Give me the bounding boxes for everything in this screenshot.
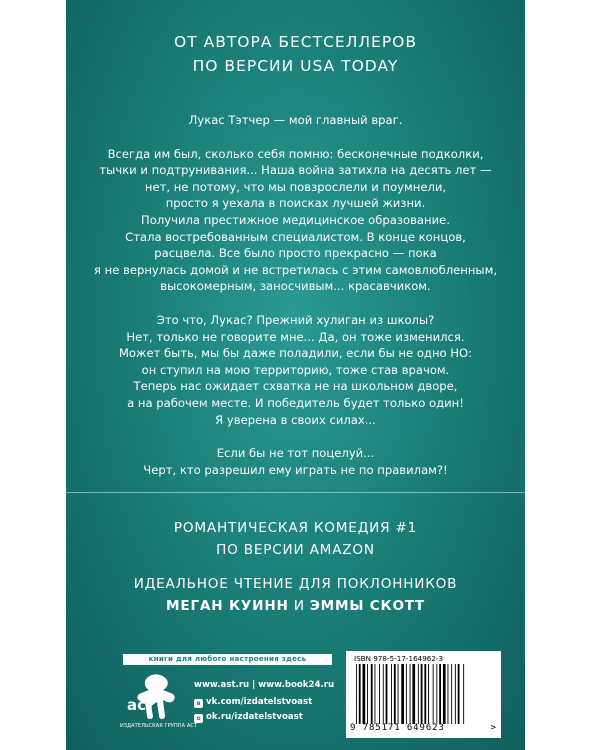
blurb-line: высокомерным, заносчивым... красавчиком. (160, 279, 431, 294)
barcode-bar (436, 664, 437, 724)
barcode-bar (386, 664, 388, 724)
barcode-bar (443, 664, 446, 724)
vk-link[interactable] (194, 697, 312, 708)
barcode-bar (383, 664, 384, 724)
blurb-line: Это что, Лукас? Прежний хулиган из школы? (156, 312, 435, 327)
blurb-line: Может быть, мы бы даже поладили, если бы не одно НО: (118, 346, 473, 361)
blurb-line: тычки и подтрунивания... Наша война затихла на десять лет — (99, 163, 492, 178)
section-divider (66, 492, 525, 493)
barcode-bar (455, 664, 456, 724)
conjunction: И (293, 598, 305, 614)
bestseller-line-1: ОТ АВТОРА БЕСТСЕЛЛЕРОВ (174, 33, 417, 51)
cover-panel (66, 0, 525, 750)
ok-link-text: ok.ru/izdatelstvoast (206, 712, 303, 722)
blurb-line: Всегда им был, сколько себя помню: бесконечные подколки, (107, 146, 484, 161)
vk-link-text: vk.com/izdatelstvoast (206, 697, 313, 707)
blurb-line: я не вернулась домой и не встретилась с этим самовлюбленным, (93, 262, 498, 277)
barcode-bar (394, 664, 396, 724)
barcode-bar (379, 664, 380, 724)
barcode-bar (406, 664, 407, 724)
isbn-barcode-block (346, 651, 501, 738)
barcode-bar (424, 664, 426, 724)
barcode-bar (367, 664, 368, 724)
book-blurb (66, 112, 525, 495)
blurb-line: Черт, кто разрешил ему играть не по правилам?! (143, 462, 448, 477)
blurb-line: он ступил на мою территорию, тоже став врачом. (141, 362, 450, 377)
blurb-line: Если бы не тот поцелуй... (216, 446, 375, 461)
bestseller-line-2: ПО ВЕРСИИ USA TODAY (192, 57, 399, 75)
barcode-bar (418, 664, 419, 724)
barcode-bar (401, 664, 404, 724)
blurb-line: Я уверена в своих силах... (215, 412, 376, 427)
barcode-bar (421, 664, 423, 724)
blurb-line: а на рабочем месте. И победитель будет только один! (127, 395, 464, 410)
barcode-icon (354, 664, 483, 724)
ok-icon: о (194, 714, 203, 723)
barcode-bar (451, 664, 452, 724)
barcode-bar (433, 664, 434, 724)
barcode-arrow: > (490, 723, 496, 733)
barcode-bar (412, 664, 415, 724)
recommendation-tagline (66, 573, 525, 617)
ok-link[interactable] (194, 712, 303, 723)
barcode-bar (359, 664, 361, 724)
ast-logo-icon (123, 672, 177, 722)
barcode-bar (439, 664, 441, 724)
barcode-bar (458, 664, 460, 724)
blurb-line: Теперь нас ожидает схватка не на школьном дворе, (133, 379, 458, 394)
blurb-paragraph-4 (66, 445, 525, 478)
bestseller-tagline (66, 30, 525, 78)
barcode-digits: 9 785171 649623 (350, 723, 445, 733)
barcode-bar (428, 664, 429, 724)
barcode-bar (463, 664, 464, 724)
barcode-bar (448, 664, 449, 724)
publisher-slogan: книги для любого настроения здесь (123, 654, 332, 665)
blurb-line: Нет, только не говорите мне... Да, он тоже изменился. (126, 329, 465, 344)
logo-text: аст (127, 696, 155, 714)
blurb-line: Лукас Тэтчер — мой главный враг. (188, 113, 403, 127)
barcode-bar (375, 664, 376, 724)
barcode-bar (391, 664, 392, 724)
recommendation-line-2 (66, 595, 525, 617)
isbn-number: ISBN 978-5-17-164962-3 (354, 654, 444, 663)
author-name-2: ЭММЫ СКОТТ (309, 598, 425, 614)
author-name-1: МЕГАН КУИНН (166, 598, 289, 614)
blurb-line: расцвела. Все было просто прекрасно — пока (154, 246, 437, 261)
amazon-tagline (66, 517, 525, 561)
publisher-websites[interactable]: www.ast.ru | www.book24.ru (194, 680, 335, 690)
barcode-bar (410, 664, 411, 724)
barcode-bar (363, 664, 366, 724)
barcode-bar (371, 664, 373, 724)
publisher-group-label: ИЗДАТЕЛЬСКАЯ ГРУППА АСТ (120, 723, 198, 729)
vk-icon: в (194, 699, 203, 708)
barcode-bar (356, 664, 357, 724)
barcode-bar (398, 664, 399, 724)
blurb-paragraph-1 (66, 112, 525, 129)
amazon-line-1: РОМАНТИЧЕСКАЯ КОМЕДИЯ #1 (173, 520, 418, 536)
blurb-paragraph-3 (66, 312, 525, 428)
recommendation-line-1: ИДЕАЛЬНОЕ ЧТЕНИЕ ДЛЯ ПОКЛОННИКОВ (133, 576, 458, 592)
blurb-paragraph-2 (66, 146, 525, 295)
blurb-line: Получила престижное медицинское образование. (141, 212, 450, 227)
amazon-line-2: ПО ВЕРСИИ AMAZON (216, 542, 375, 558)
blurb-line: нет, не потому, что мы повзрослели и поумнели, (144, 179, 447, 194)
blurb-line: Стала востребованным специалистом. В конце концов, (125, 229, 466, 244)
blurb-line: просто я уехала в поисках лучшей жизни. (165, 196, 426, 211)
